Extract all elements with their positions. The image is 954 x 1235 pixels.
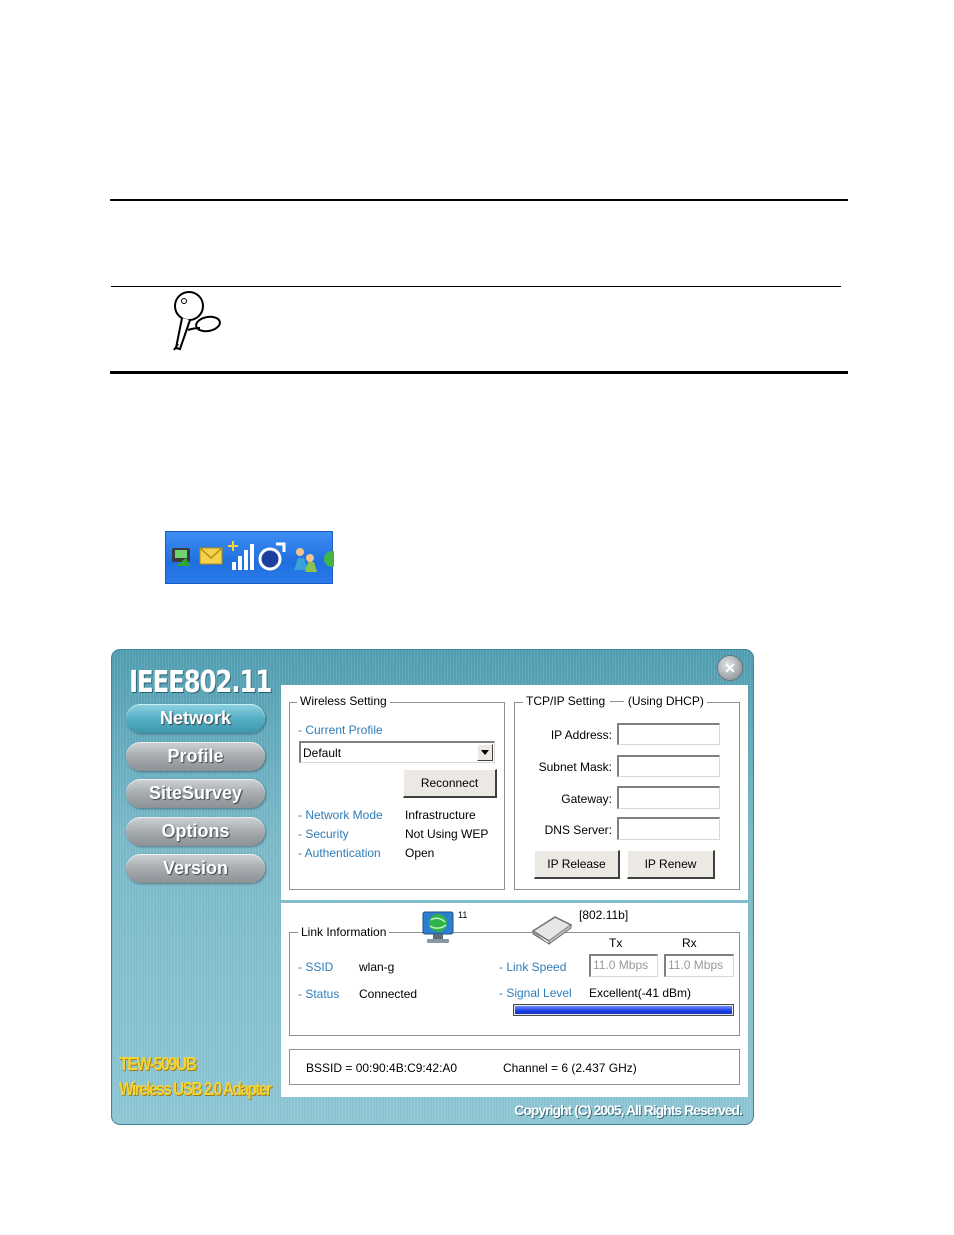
top-divider	[110, 199, 848, 201]
close-icon: ✕	[724, 660, 736, 676]
profile-select-value: Default	[303, 746, 342, 760]
link-information-title: Link Information	[298, 925, 389, 939]
wireless-utility-window	[111, 649, 754, 1125]
profile-select[interactable]	[299, 741, 495, 763]
ip-release-button[interactable]: IP Release	[534, 850, 620, 879]
reconnect-button[interactable]: Reconnect	[403, 769, 497, 798]
ssid-label: - SSID	[298, 960, 334, 974]
note-bottom-divider	[110, 371, 848, 374]
computer-globe-icon	[419, 909, 459, 947]
channel-badge: 11	[458, 910, 468, 920]
rx-column-label: Rx	[682, 936, 697, 950]
signal-strength-tray-icon[interactable]	[228, 541, 254, 570]
model-name: TEW-509UB	[119, 1054, 196, 1074]
signal-level-fill	[515, 1006, 732, 1014]
subnet-mask-label: Subnet Mask:	[538, 760, 612, 774]
link-information-group	[289, 932, 740, 1036]
copyright-text: Copyright (C) 2005, All Rights Reserved.	[514, 1102, 742, 1118]
wireless-standard: [802.11b]	[579, 908, 629, 922]
usb-adapter-icon	[531, 911, 573, 945]
link-speed-label: - Link Speed	[499, 960, 567, 974]
security-value: Not Using WEP	[405, 827, 489, 841]
tx-speed-field: 11.0 Mbps	[589, 954, 658, 977]
ip-renew-button[interactable]: IP Renew	[627, 850, 715, 879]
link-info-panel	[281, 903, 748, 1097]
pushpin-icon	[164, 288, 226, 352]
ip-address-label: IP Address:	[550, 728, 612, 742]
tx-column-label: Tx	[609, 936, 623, 950]
dns-server-label: DNS Server:	[544, 823, 612, 837]
bssid-text: BSSID = 00:90:4B:C9:42:A0	[306, 1061, 458, 1075]
ssid-value: wlan-g	[359, 960, 395, 974]
nav-sitesurvey-button[interactable]: SiteSurvey	[126, 779, 265, 808]
nav-network-button[interactable]: Network	[126, 704, 265, 733]
chevron-down-icon[interactable]	[477, 744, 493, 761]
tcpip-setting-title	[523, 694, 707, 708]
close-button[interactable]	[718, 656, 742, 680]
mail-tray-icon[interactable]	[200, 548, 222, 564]
authentication-label: - Authentication	[298, 846, 381, 860]
dns-server-field[interactable]	[617, 817, 720, 840]
security-label: - Security	[298, 827, 349, 841]
signal-level-value: Excellent(-41 dBm)	[589, 986, 692, 1000]
settings-panel	[281, 685, 748, 900]
network-mode-value: Infrastructure	[405, 808, 476, 822]
status-label: - Status	[298, 987, 340, 1001]
wireless-setting-title: Wireless Setting	[297, 694, 390, 708]
gateway-field[interactable]	[617, 786, 720, 809]
channel-text: Channel = 6 (2.437 GHz)	[503, 1061, 637, 1075]
app-title: IEEE802.11	[129, 665, 272, 700]
network-mode-label: - Network Mode	[298, 808, 383, 822]
network-tray-icon[interactable]	[172, 548, 190, 566]
nav-options-button[interactable]: Options	[126, 817, 265, 846]
bluetooth-tray-icon[interactable]	[260, 544, 284, 569]
tcpip-mode: (Using DHCP)	[627, 694, 704, 708]
signal-level-label: - Signal Level	[499, 986, 572, 1000]
model-description: Wireless USB 2.0 Adapter	[119, 1079, 271, 1099]
authentication-value: Open	[405, 846, 435, 860]
ip-address-field[interactable]	[617, 723, 720, 745]
system-tray	[165, 531, 333, 584]
users-tray-icon[interactable]	[294, 548, 317, 572]
note-top-divider	[111, 286, 841, 287]
status-tray-icon[interactable]	[324, 551, 334, 567]
subnet-mask-field[interactable]	[617, 755, 720, 777]
current-profile-label: - Current Profile	[298, 723, 383, 737]
status-value: Connected	[359, 987, 418, 1001]
rx-speed-field: 11.0 Mbps	[664, 954, 734, 977]
gateway-label: Gateway:	[561, 792, 612, 806]
tcpip-setting-label: TCP/IP Setting	[526, 694, 606, 708]
signal-level-bar	[513, 1004, 734, 1016]
nav-version-button[interactable]: Version	[126, 854, 265, 883]
nav-profile-button[interactable]: Profile	[126, 742, 265, 771]
